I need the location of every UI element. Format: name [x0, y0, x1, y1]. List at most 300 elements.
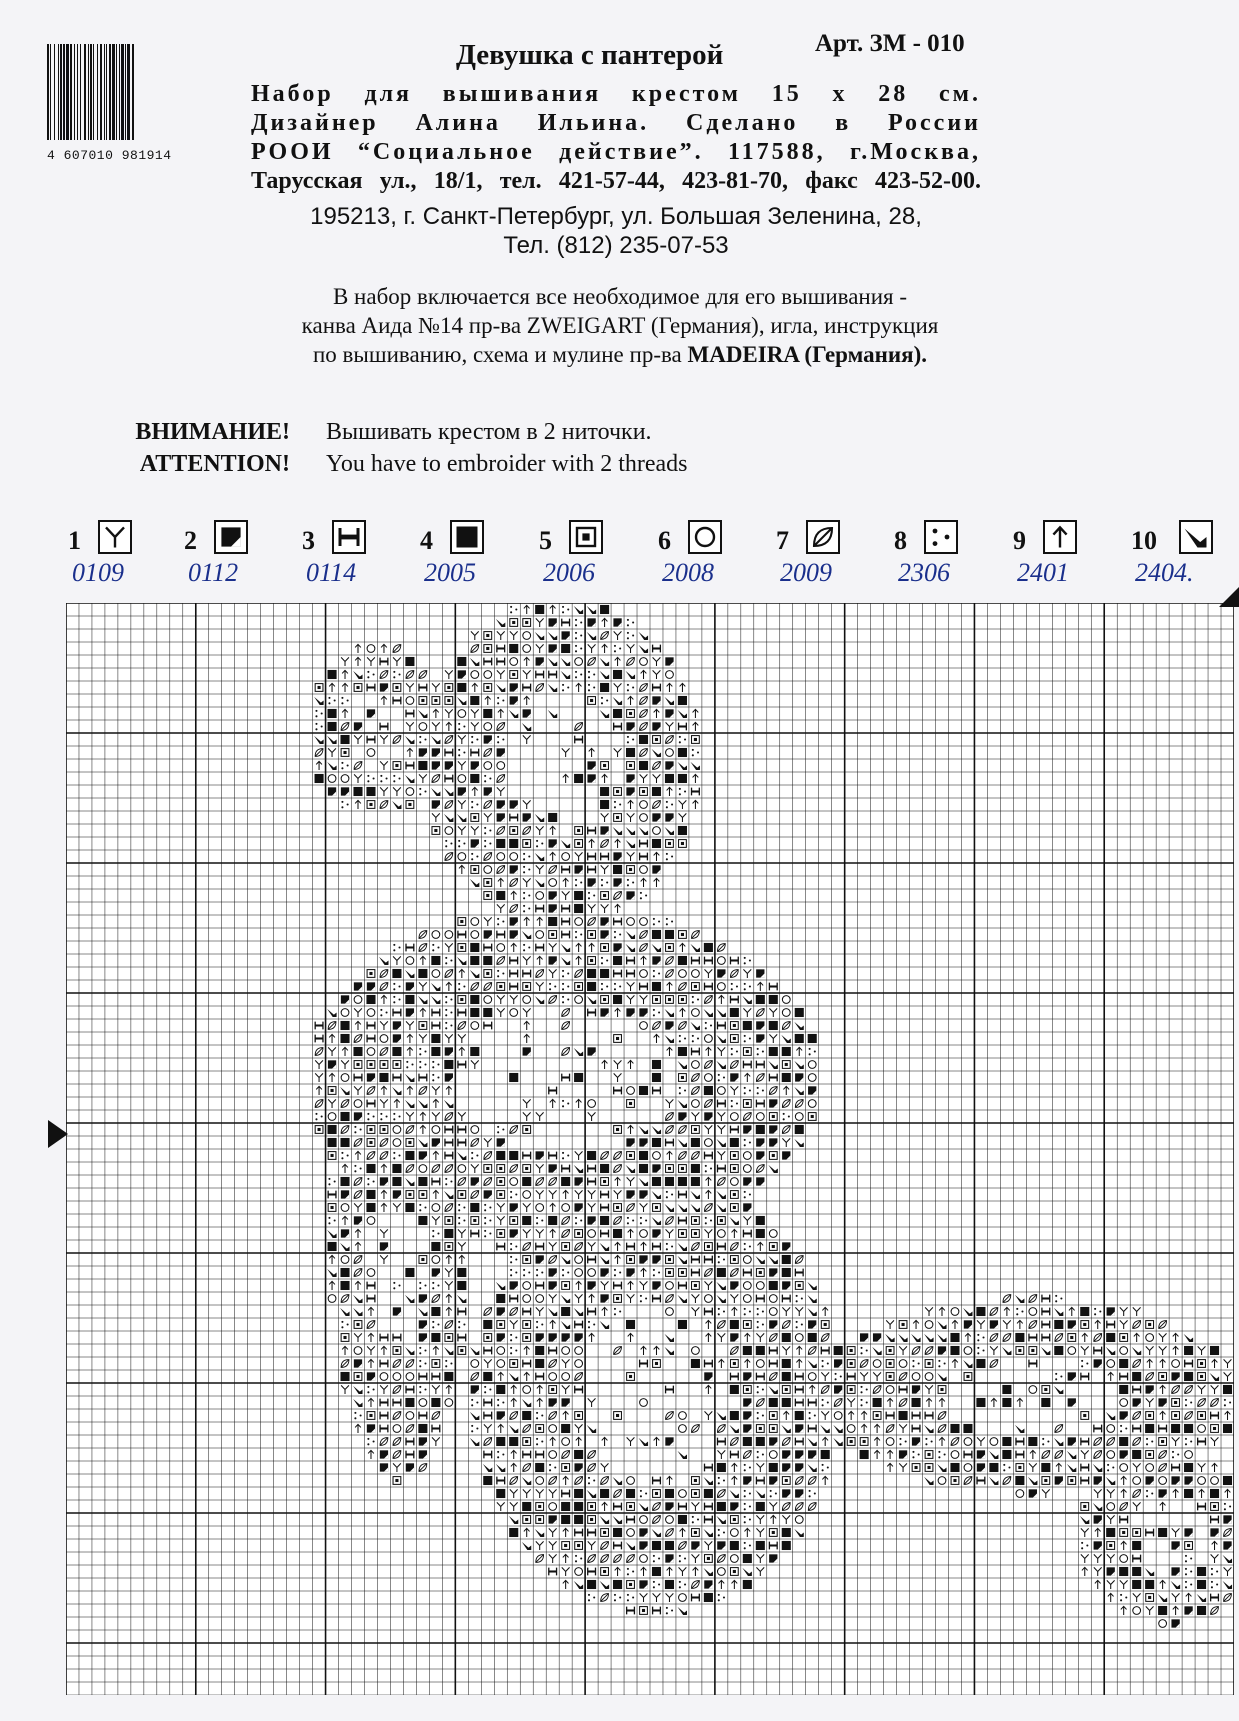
- stitch-corner-square-icon: [600, 1008, 608, 1016]
- stitch-corner-square-icon: [471, 761, 479, 769]
- stitch-corner-square-icon: [626, 774, 634, 782]
- stitch-corner-square-icon: [1145, 1476, 1153, 1484]
- stitch-filled-square-icon: [315, 774, 324, 783]
- stitch-corner-square-icon: [613, 852, 621, 860]
- stitch-filled-square-icon: [483, 1372, 492, 1381]
- stitch-corner-square-icon: [1171, 1619, 1179, 1627]
- stitch-filled-square-icon: [405, 1203, 414, 1212]
- stitch-corner-square-icon: [549, 644, 557, 652]
- stitch-corner-square-icon: [1171, 1476, 1179, 1484]
- stitch-corner-square-icon: [652, 1255, 660, 1263]
- stitch-filled-square-icon: [950, 1333, 959, 1342]
- stitch-corner-square-icon: [587, 761, 595, 769]
- stitch-filled-square-icon: [328, 709, 337, 718]
- stitch-corner-square-icon: [432, 800, 440, 808]
- stitch-corner-square-icon: [445, 1073, 453, 1081]
- stitch-filled-square-icon: [509, 1437, 518, 1446]
- stitch-filled-square-icon: [652, 1541, 661, 1550]
- stitch-corner-square-icon: [484, 787, 492, 795]
- stitch-corner-square-icon: [730, 1281, 738, 1289]
- stitch-corner-square-icon: [665, 1437, 673, 1445]
- stitch-corner-square-icon: [782, 1242, 790, 1250]
- stitch-corner-square-icon: [626, 891, 634, 899]
- stitch-filled-square-icon: [509, 1073, 518, 1082]
- stitch-corner-square-icon: [432, 761, 440, 769]
- stitch-corner-square-icon: [354, 982, 362, 990]
- stitch-filled-square-icon: [652, 930, 661, 939]
- stitch-corner-square-icon: [873, 1333, 881, 1341]
- stitch-filled-square-icon: [1132, 1372, 1141, 1381]
- stitch-filled-square-icon: [1158, 1606, 1167, 1615]
- stitch-corner-square-icon: [769, 1125, 777, 1133]
- stitch-filled-square-icon: [1015, 1333, 1024, 1342]
- y-letter-icon: [98, 520, 132, 554]
- stitch-filled-square-icon: [782, 1333, 791, 1342]
- stitch-corner-square-icon: [549, 1164, 557, 1172]
- stitch-filled-square-icon: [340, 1034, 349, 1043]
- stitch-corner-square-icon: [652, 1164, 660, 1172]
- stitch-filled-square-icon: [496, 1489, 505, 1498]
- stitch-corner-square-icon: [990, 1320, 998, 1328]
- stitch-filled-square-icon: [769, 1398, 778, 1407]
- stitch-corner-square-icon: [1145, 1385, 1153, 1393]
- stitch-filled-square-icon: [379, 1073, 388, 1082]
- stitch-corner-square-icon: [717, 1541, 725, 1549]
- stitch-filled-square-icon: [574, 1515, 583, 1524]
- stitch-corner-square-icon: [484, 930, 492, 938]
- stitch-filled-square-icon: [1054, 1346, 1063, 1355]
- stitch-filled-square-icon: [457, 683, 466, 692]
- stitch-filled-square-icon: [665, 774, 674, 783]
- stitch-corner-square-icon: [743, 1411, 751, 1419]
- stitch-filled-square-icon: [730, 1541, 739, 1550]
- stitch-corner-square-icon: [977, 1463, 985, 1471]
- stitch-filled-square-icon: [392, 969, 401, 978]
- stitch-filled-square-icon: [561, 1307, 570, 1316]
- stitch-filled-square-icon: [613, 865, 622, 874]
- square-dot-icon: [569, 520, 603, 554]
- stitch-corner-square-icon: [795, 1073, 803, 1081]
- spb-phone-line: Тел. (812) 235-07-53: [503, 232, 729, 259]
- stitch-filled-square-icon: [795, 1125, 804, 1134]
- stitch-filled-square-icon: [418, 969, 427, 978]
- stitch-corner-square-icon: [1171, 1372, 1179, 1380]
- stitch-filled-square-icon: [613, 1580, 622, 1589]
- stitch-corner-square-icon: [523, 1047, 531, 1055]
- stitch-corner-square-icon: [782, 1151, 790, 1159]
- stitch-corner-square-icon: [341, 1190, 349, 1198]
- stitch-corner-square-icon: [769, 1320, 777, 1328]
- stitch-corner-square-icon: [743, 1476, 751, 1484]
- stitch-corner-square-icon: [1068, 1372, 1076, 1380]
- stitch-filled-square-icon: [561, 1177, 570, 1186]
- stitch-corner-square-icon: [510, 683, 518, 691]
- stitch-filled-square-icon: [405, 1398, 414, 1407]
- stitch-corner-square-icon: [808, 1320, 816, 1328]
- stitch-corner-square-icon: [834, 1385, 842, 1393]
- stitch-filled-square-icon: [457, 1268, 466, 1277]
- stitch-corner-square-icon: [510, 696, 518, 704]
- stitch-corner-square-icon: [458, 670, 466, 678]
- stitch-corner-square-icon: [769, 1476, 777, 1484]
- stitch-filled-square-icon: [613, 956, 622, 965]
- stitch-filled-square-icon: [340, 1177, 349, 1186]
- stitch-filled-square-icon: [613, 670, 622, 679]
- stitch-filled-square-icon: [418, 1216, 427, 1225]
- stitch-filled-square-icon: [730, 1138, 739, 1147]
- spb-address-line: 195213, г. Санкт-Петербург, ул. Большая Зеленина, 28,: [310, 203, 922, 230]
- stitch-corner-square-icon: [561, 631, 569, 639]
- stitch-filled-square-icon: [483, 1476, 492, 1485]
- legend-number: 7: [776, 526, 789, 555]
- stitch-filled-square-icon: [678, 826, 687, 835]
- stitch-corner-square-icon: [574, 1333, 582, 1341]
- kit-contents-line: [200, 340, 1040, 369]
- stitch-filled-square-icon: [782, 1268, 791, 1277]
- stitch-corner-square-icon: [769, 1437, 777, 1445]
- stitch-filled-square-icon: [950, 1346, 959, 1355]
- stitch-corner-square-icon: [510, 930, 518, 938]
- stitch-corner-square-icon: [393, 1307, 401, 1315]
- filled-square-icon: [450, 520, 484, 554]
- stitch-filled-square-icon: [444, 1372, 453, 1381]
- legend-thread-code: 2008: [662, 558, 714, 587]
- kit-contents: [200, 282, 1040, 369]
- stitch-corner-square-icon: [613, 878, 621, 886]
- stitch-filled-square-icon: [678, 774, 687, 783]
- legend-thread-code: 2401: [1017, 558, 1069, 587]
- stitch-corner-square-icon: [419, 1333, 427, 1341]
- stitch-corner-square-icon: [600, 930, 608, 938]
- stitch-filled-square-icon: [328, 722, 337, 731]
- kit-info-line: РООИ “Социальное действие”. 117588, г.Москва,: [251, 139, 981, 165]
- stitch-filled-square-icon: [704, 1489, 713, 1498]
- stitch-filled-square-icon: [353, 1047, 362, 1056]
- stitch-filled-square-icon: [1210, 1489, 1219, 1498]
- stitch-corner-square-icon: [380, 683, 388, 691]
- stitch-filled-square-icon: [756, 1437, 765, 1446]
- stitch-filled-square-icon: [340, 735, 349, 744]
- stitch-corner-square-icon: [393, 1021, 401, 1029]
- stitch-corner-square-icon: [639, 1255, 647, 1263]
- stitch-corner-square-icon: [432, 748, 440, 756]
- stitch-corner-square-icon: [756, 1034, 764, 1042]
- stitch-filled-square-icon: [678, 1320, 687, 1329]
- stitch-corner-square-icon: [536, 1151, 544, 1159]
- stitch-corner-square-icon: [626, 787, 634, 795]
- stitch-corner-square-icon: [497, 1411, 505, 1419]
- stitch-filled-square-icon: [639, 1151, 648, 1160]
- stitch-corner-square-icon: [523, 709, 531, 717]
- corner-square-icon: [214, 520, 248, 554]
- stitch-filled-square-icon: [743, 1580, 752, 1589]
- stitch-filled-square-icon: [561, 1502, 570, 1511]
- stitch-filled-square-icon: [444, 1060, 453, 1069]
- stitch-filled-square-icon: [1223, 1424, 1232, 1433]
- stitch-corner-square-icon: [445, 1047, 453, 1055]
- stitch-filled-square-icon: [756, 1346, 765, 1355]
- stitch-corner-square-icon: [678, 1112, 686, 1120]
- stitch-corner-square-icon: [574, 1463, 582, 1471]
- stitch-corner-square-icon: [756, 1021, 764, 1029]
- stitch-filled-square-icon: [600, 1489, 609, 1498]
- stitch-corner-square-icon: [860, 1333, 868, 1341]
- stitch-filled-square-icon: [834, 1346, 843, 1355]
- kit-info-line: Дизайнер Алина Ильина. Сделано в России: [251, 110, 981, 136]
- stitch-filled-square-icon: [678, 956, 687, 965]
- stitch-corner-square-icon: [704, 1112, 712, 1120]
- stitch-filled-square-icon: [392, 1177, 401, 1186]
- stitch-corner-square-icon: [536, 1333, 544, 1341]
- stitch-filled-square-icon: [730, 1008, 739, 1017]
- stitch-corner-square-icon: [730, 1073, 738, 1081]
- stitch-filled-square-icon: [717, 1268, 726, 1277]
- stitch-filled-square-icon: [652, 1138, 661, 1147]
- stitch-corner-square-icon: [367, 709, 375, 717]
- stitch-corner-square-icon: [665, 709, 673, 717]
- stitch-filled-square-icon: [418, 1177, 427, 1186]
- stitch-filled-square-icon: [613, 1528, 622, 1537]
- legend-thread-code: 2306: [898, 558, 950, 587]
- kit-contents-line: канва Аида №14 пр-ва ZWEIGART (Германия), игла, инструкция: [301, 313, 939, 338]
- legend-number: 6: [658, 526, 671, 555]
- stitch-filled-square-icon: [496, 891, 505, 900]
- stitch-filled-square-icon: [795, 1008, 804, 1017]
- stitch-corner-square-icon: [419, 1151, 427, 1159]
- stitch-corner-square-icon: [808, 1086, 816, 1094]
- stitch-filled-square-icon: [600, 605, 609, 614]
- stitch-filled-square-icon: [587, 1151, 596, 1160]
- barcode-bars: [47, 44, 199, 140]
- stitch-filled-square-icon: [756, 1125, 765, 1134]
- stitch-corner-square-icon: [639, 1580, 647, 1588]
- stitch-filled-square-icon: [963, 1424, 972, 1433]
- embroidery-chart: [66, 603, 1234, 1695]
- stitch-filled-square-icon: [976, 1359, 985, 1368]
- stitch-corner-square-icon: [1184, 1528, 1192, 1536]
- stitch-filled-square-icon: [405, 1151, 414, 1160]
- stitch-filled-square-icon: [1132, 1450, 1141, 1459]
- stitch-filled-square-icon: [1184, 1346, 1193, 1355]
- stitch-filled-square-icon: [899, 1411, 908, 1420]
- stitch-filled-square-icon: [600, 969, 609, 978]
- stitch-filled-square-icon: [639, 1164, 648, 1173]
- stitch-corner-square-icon: [769, 1268, 777, 1276]
- stitch-corner-square-icon: [912, 1385, 920, 1393]
- stitch-filled-square-icon: [574, 1450, 583, 1459]
- stitch-corner-square-icon: [549, 1281, 557, 1289]
- stitch-corner-square-icon: [497, 748, 505, 756]
- stitch-filled-square-icon: [912, 1398, 921, 1407]
- stitch-corner-square-icon: [354, 1216, 362, 1224]
- stitch-corner-square-icon: [367, 1073, 375, 1081]
- stitch-filled-square-icon: [470, 1047, 479, 1056]
- stitch-filled-square-icon: [392, 1047, 401, 1056]
- stitch-filled-square-icon: [1106, 1528, 1115, 1537]
- stitch-filled-square-icon: [1119, 1359, 1128, 1368]
- stitch-filled-square-icon: [782, 1073, 791, 1082]
- stitch-corner-square-icon: [652, 865, 660, 873]
- stitch-corner-square-icon: [756, 969, 764, 977]
- legend-number: 3: [302, 526, 315, 555]
- stitch-corner-square-icon: [1094, 1359, 1102, 1367]
- stitch-filled-square-icon: [950, 1463, 959, 1472]
- kit-info-line: Тарусская ул., 18/1, тел. 421-57-44, 423-81-70, факс 423-52-00.: [251, 168, 981, 194]
- stitch-corner-square-icon: [600, 917, 608, 925]
- stitch-corner-square-icon: [639, 1008, 647, 1016]
- stitch-filled-square-icon: [392, 1164, 401, 1173]
- stitch-filled-square-icon: [756, 1229, 765, 1238]
- stitch-corner-square-icon: [743, 1424, 751, 1432]
- stitch-corner-square-icon: [536, 1255, 544, 1263]
- stitch-corner-square-icon: [587, 1047, 595, 1055]
- stitch-corner-square-icon: [613, 943, 621, 951]
- stitch-filled-square-icon: [561, 1424, 570, 1433]
- leaf-icon: [806, 520, 840, 554]
- stitch-filled-square-icon: [431, 1398, 440, 1407]
- stitch-filled-square-icon: [535, 1359, 544, 1368]
- stitch-filled-square-icon: [548, 1216, 557, 1225]
- kit-info: [251, 80, 981, 196]
- stitch-filled-square-icon: [821, 1450, 830, 1459]
- stitch-corner-square-icon: [782, 1450, 790, 1458]
- stitch-filled-square-icon: [522, 1411, 531, 1420]
- stitch-filled-square-icon: [976, 1307, 985, 1316]
- stitch-corner-square-icon: [549, 904, 557, 912]
- stitch-filled-square-icon: [496, 1294, 505, 1303]
- stitch-corner-square-icon: [1107, 1307, 1115, 1315]
- stitch-filled-square-icon: [600, 683, 609, 692]
- stitch-filled-square-icon: [756, 1216, 765, 1225]
- stitch-filled-square-icon: [1184, 1424, 1193, 1433]
- stitch-corner-square-icon: [419, 1437, 427, 1445]
- stitch-filled-square-icon: [1119, 1437, 1128, 1446]
- stitch-filled-square-icon: [717, 1502, 726, 1511]
- stitch-filled-square-icon: [535, 1346, 544, 1355]
- stitch-filled-square-icon: [483, 1008, 492, 1017]
- stitch-filled-square-icon: [509, 839, 518, 848]
- stitch-filled-square-icon: [678, 1047, 687, 1056]
- stitch-filled-square-icon: [691, 1177, 700, 1186]
- stitch-corner-square-icon: [419, 748, 427, 756]
- stitch-corner-square-icon: [549, 891, 557, 899]
- stitch-filled-square-icon: [782, 1541, 791, 1550]
- stitch-corner-square-icon: [380, 1242, 388, 1250]
- stitch-filled-square-icon: [1041, 1463, 1050, 1472]
- stitch-corner-square-icon: [406, 1008, 414, 1016]
- stitch-filled-square-icon: [678, 696, 687, 705]
- stitch-filled-square-icon: [613, 995, 622, 1004]
- stitch-corner-square-icon: [652, 722, 660, 730]
- stitch-filled-square-icon: [483, 1320, 492, 1329]
- stitch-filled-square-icon: [483, 709, 492, 718]
- stitch-corner-square-icon: [600, 826, 608, 834]
- stitch-filled-square-icon: [665, 930, 674, 939]
- stitch-filled-square-icon: [587, 969, 596, 978]
- three-dots-icon: [924, 520, 958, 554]
- legend-number: 2: [184, 526, 197, 555]
- stitch-corner-square-icon: [549, 1333, 557, 1341]
- stitch-filled-square-icon: [782, 1528, 791, 1537]
- stitch-filled-square-icon: [1184, 1463, 1193, 1472]
- legend-number: 5: [539, 526, 552, 555]
- stitch-filled-square-icon: [652, 982, 661, 991]
- stitch-corner-square-icon: [756, 1138, 764, 1146]
- stitch-filled-square-icon: [574, 1489, 583, 1498]
- stitch-corner-square-icon: [808, 1450, 816, 1458]
- stitch-filled-square-icon: [782, 1372, 791, 1381]
- stitch-corner-square-icon: [510, 917, 518, 925]
- stitch-corner-square-icon: [639, 1190, 647, 1198]
- legend-number: 4: [420, 526, 433, 555]
- stitch-corner-square-icon: [613, 618, 621, 626]
- stitch-filled-square-icon: [652, 839, 661, 848]
- stitch-corner-square-icon: [510, 1229, 518, 1237]
- stitch-filled-square-icon: [600, 787, 609, 796]
- stitch-filled-square-icon: [1132, 1567, 1141, 1576]
- stitch-filled-square-icon: [457, 1281, 466, 1290]
- stitch-corner-square-icon: [639, 1528, 647, 1536]
- stitch-corner-square-icon: [380, 1450, 388, 1458]
- stitch-filled-square-icon: [496, 1385, 505, 1394]
- attention-en-label: ATTENTION!: [139, 451, 290, 477]
- stitch-corner-square-icon: [445, 761, 453, 769]
- stitch-corner-square-icon: [419, 1294, 427, 1302]
- stitch-corner-square-icon: [549, 956, 557, 964]
- stitch-corner-square-icon: [795, 1450, 803, 1458]
- stitch-corner-square-icon: [1133, 1398, 1141, 1406]
- stitch-filled-square-icon: [769, 1047, 778, 1056]
- stitch-filled-square-icon: [613, 1229, 622, 1238]
- stitch-corner-square-icon: [639, 1541, 647, 1549]
- legend-thread-code: 0109: [72, 558, 124, 587]
- stitch-filled-square-icon: [366, 1164, 375, 1173]
- stitch-filled-square-icon: [574, 774, 583, 783]
- stitch-corner-square-icon: [587, 1281, 595, 1289]
- stitch-corner-square-icon: [393, 1190, 401, 1198]
- stitch-filled-square-icon: [405, 657, 414, 666]
- legend-number: 10: [1131, 526, 1157, 555]
- stitch-filled-square-icon: [1002, 1385, 1011, 1394]
- stitch-filled-square-icon: [1106, 1333, 1115, 1342]
- stitch-corner-square-icon: [354, 1359, 362, 1367]
- stitch-corner-square-icon: [769, 1554, 777, 1562]
- stitch-filled-square-icon: [860, 1450, 869, 1459]
- stitch-filled-square-icon: [665, 1580, 674, 1589]
- stitch-filled-square-icon: [665, 1541, 674, 1550]
- stitch-corner-square-icon: [1158, 1489, 1166, 1497]
- stitch-filled-square-icon: [743, 1346, 752, 1355]
- stitch-corner-square-icon: [354, 1112, 362, 1120]
- stitch-corner-square-icon: [626, 722, 634, 730]
- stitch-corner-square-icon: [795, 1463, 803, 1471]
- stitch-filled-square-icon: [431, 1242, 440, 1251]
- stitch-corner-square-icon: [380, 1177, 388, 1185]
- stitch-filled-square-icon: [795, 1034, 804, 1043]
- stitch-filled-square-icon: [769, 995, 778, 1004]
- stitch-corner-square-icon: [1171, 1541, 1179, 1549]
- stitch-corner-square-icon: [938, 1346, 946, 1354]
- stitch-corner-square-icon: [549, 618, 557, 626]
- stitch-corner-square-icon: [977, 1450, 985, 1458]
- stitch-filled-square-icon: [769, 1281, 778, 1290]
- stitch-filled-square-icon: [470, 696, 479, 705]
- stitch-filled-square-icon: [1171, 1424, 1180, 1433]
- stitch-filled-square-icon: [1002, 1398, 1011, 1407]
- attention-ru-text: Вышивать крестом в 2 ниточки.: [326, 419, 652, 445]
- stitch-filled-square-icon: [782, 1359, 791, 1368]
- stitch-filled-square-icon: [652, 1567, 661, 1576]
